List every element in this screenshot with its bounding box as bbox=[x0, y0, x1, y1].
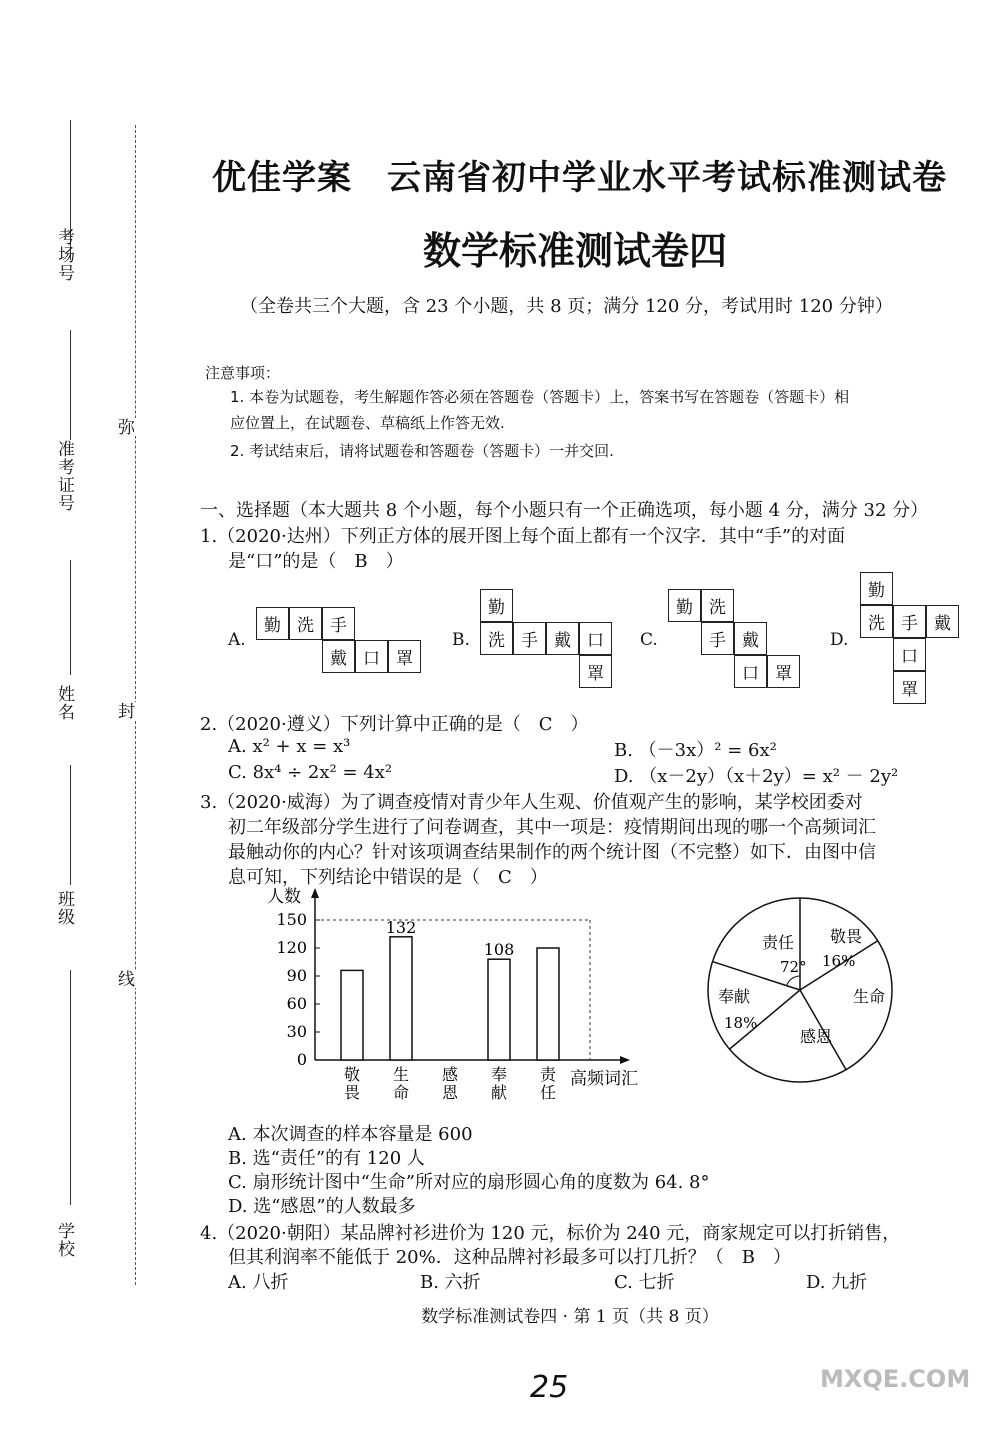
q4-option-a: A. 八折 bbox=[228, 1272, 289, 1293]
net-cell: 罩 bbox=[767, 655, 800, 688]
q4-option-c: C. 七折 bbox=[614, 1272, 675, 1293]
handwritten-page-number: 25 bbox=[530, 1370, 569, 1405]
q3-option-a: A. 本次调查的样本容量是 600 bbox=[228, 1124, 473, 1145]
q2-option-c: C. 8x⁴ ÷ 2x² = 4x² bbox=[228, 762, 393, 783]
bar bbox=[537, 948, 559, 1060]
bar bbox=[488, 959, 510, 1060]
y-tick-label: 90 bbox=[286, 966, 307, 985]
net-cell: 戴 bbox=[322, 640, 355, 673]
x-tick-label: 任 bbox=[539, 1083, 557, 1102]
net-cell: 手 bbox=[701, 622, 734, 655]
school-label: 学校 bbox=[54, 1222, 74, 1258]
net-cell: 口 bbox=[734, 655, 767, 688]
margin-line bbox=[70, 970, 71, 1205]
net-cell: 勤 bbox=[480, 589, 513, 622]
x-tick-label: 恩 bbox=[441, 1083, 459, 1102]
q3-option-c: C. 扇形统计图中“生命”所对应的扇形圆心角的度数为 64. 8° bbox=[228, 1172, 710, 1193]
bar-data-label: 132 bbox=[385, 917, 417, 937]
margin-line bbox=[70, 330, 71, 440]
net-cell: 罩 bbox=[388, 640, 421, 673]
q3-option-b: B. 选“责任”的有 120 人 bbox=[228, 1148, 425, 1169]
q2-option-d: D. （x－2y）（x＋2y）= x² － 2y² bbox=[614, 766, 899, 787]
x-tick-label: 命 bbox=[392, 1083, 410, 1102]
binding-mark-xian: 线 bbox=[112, 970, 137, 988]
q2-option-a: A. x² + x = x³ bbox=[228, 736, 351, 757]
net-cell: 手 bbox=[513, 622, 546, 655]
name-label: 姓名 bbox=[54, 685, 74, 721]
q3-stem-cont: 最触动你的内心？针对该项调查结果制作的两个统计图（不完整）如下．由图中信 bbox=[228, 842, 876, 863]
y-tick-label: 60 bbox=[286, 994, 307, 1013]
y-tick-label: 120 bbox=[276, 938, 307, 957]
x-tick-label: 敬 bbox=[343, 1065, 361, 1084]
notes-heading: 注意事项： bbox=[205, 364, 281, 382]
q4-stem: 4.（2020·朝阳）某品牌衬衫进价为 120 元，标价为 240 元，商家规定可以打折销售， bbox=[200, 1223, 901, 1244]
pie-slice-name: 责任 bbox=[762, 933, 795, 952]
series-title: 优佳学案 云南省初中学业水平考试标准测试卷 bbox=[212, 158, 947, 198]
net-cell: 手 bbox=[322, 607, 355, 640]
net-cell: 洗 bbox=[701, 589, 734, 622]
page-footer: 数学标准测试卷四 · 第 1 页（共 8 页） bbox=[421, 1307, 719, 1327]
net-cell: 手 bbox=[893, 605, 926, 638]
q4-option-d: D. 九折 bbox=[806, 1272, 868, 1293]
q3-stem-cont: 息可知，下列结论中错误的是（ C ） bbox=[228, 867, 548, 888]
net-cell: 罩 bbox=[893, 671, 926, 704]
q4-option-b: B. 六折 bbox=[420, 1272, 481, 1293]
x-tick-label: 畏 bbox=[343, 1083, 361, 1102]
pie-slice-name: 奉献 bbox=[718, 987, 751, 1006]
pie-slice-label: 72° bbox=[780, 958, 807, 976]
pie-slice-name: 敬畏 bbox=[830, 927, 863, 946]
net-cell: 戴 bbox=[926, 605, 959, 638]
x-tick-label: 奉 bbox=[490, 1065, 508, 1084]
pie-chart bbox=[700, 890, 900, 1090]
q1-stem-cont: 是“口”的是（ B ） bbox=[228, 551, 404, 572]
option-label: D. bbox=[830, 630, 849, 650]
y-tick-label: 150 bbox=[276, 910, 307, 929]
x-tick-label: 感 bbox=[441, 1065, 459, 1084]
net-cell: 罩 bbox=[579, 655, 612, 688]
pie-slice-label: 16% bbox=[822, 952, 856, 970]
net-cell: 口 bbox=[893, 638, 926, 671]
paper-subtitle: （全卷共三个大题，含 23 个小题，共 8 页；满分 120 分，考试用时 120 分钟） bbox=[240, 296, 893, 317]
note-item-1-cont: 应位置上，在试题卷、草稿纸上作答无效. bbox=[230, 414, 505, 432]
margin-line bbox=[70, 560, 71, 675]
q3-stem: 3.（2020·威海）为了调查疫情对青少年人生观、价值观产生的影响，某学校团委对 bbox=[200, 792, 863, 813]
option-label: C. bbox=[640, 630, 658, 650]
net-cell: 戴 bbox=[546, 622, 579, 655]
section-heading: 一、选择题（本大题共 8 个小题，每个小题只有一个正确选项，每小题 4 分，满分 32 分） bbox=[200, 500, 929, 521]
option-label: B. bbox=[452, 630, 470, 650]
bar-data-label: 108 bbox=[483, 940, 515, 960]
note-item-2: 2. 考试结束后，请将试题卷和答题卷（答题卡）一并交回. bbox=[230, 442, 614, 460]
y-axis-title: 人数 bbox=[267, 887, 301, 907]
net-cell: 洗 bbox=[480, 622, 513, 655]
pie-slice-label: 18% bbox=[724, 1014, 758, 1032]
net-cell: 勤 bbox=[860, 572, 893, 605]
q3-stem-cont: 初二年级部分学生进行了问卷调查，其中一项是：疫情期间出现的哪一个高频词汇 bbox=[228, 817, 876, 838]
q4-stem-cont: 但其利润率不能低于 20%．这种品牌衬衫最多可以打几折？（ B ） bbox=[228, 1247, 791, 1268]
net-cell: 口 bbox=[355, 640, 388, 673]
watermark: MXQE.COM bbox=[820, 1365, 971, 1393]
x-tick-label: 生 bbox=[392, 1065, 410, 1084]
exam-room-label: 考场号 bbox=[54, 228, 74, 282]
paper-title: 数学标准测试卷四 bbox=[422, 228, 727, 273]
x-tick-label: 献 bbox=[490, 1083, 508, 1102]
net-cell: 戴 bbox=[734, 622, 767, 655]
y-tick-label: 30 bbox=[286, 1022, 307, 1041]
x-axis-arrow bbox=[620, 1056, 630, 1064]
margin-line bbox=[70, 765, 71, 885]
net-cell: 勤 bbox=[668, 589, 701, 622]
x-tick-label: 责 bbox=[539, 1065, 557, 1084]
q2-option-b: B. （－3x）² = 6x² bbox=[614, 740, 777, 761]
q3-option-d: D. 选“感恩”的人数最多 bbox=[228, 1196, 416, 1217]
bar bbox=[390, 937, 412, 1060]
q1-stem: 1.（2020·达州）下列正方体的展开图上每个面上都有一个汉字．其中“手”的对面 bbox=[200, 526, 846, 547]
y-axis-arrow bbox=[311, 888, 319, 898]
pie-slice-name: 生命 bbox=[853, 987, 886, 1006]
y-tick-label: 0 bbox=[296, 1050, 307, 1069]
note-item-1: 1. 本卷为试题卷，考生解题作答必须在答题卷（答题卡）上，答案书写在答题卷（答题卡）相 bbox=[230, 388, 850, 406]
net-cell: 勤 bbox=[256, 607, 289, 640]
option-label: A. bbox=[228, 630, 246, 650]
bar-chart bbox=[250, 880, 670, 1110]
class-label: 班级 bbox=[54, 890, 74, 926]
ticket-number-label: 准考证号 bbox=[54, 440, 74, 512]
bar bbox=[341, 970, 363, 1060]
net-cell: 洗 bbox=[860, 605, 893, 638]
binding-mark-mi: 弥 bbox=[112, 418, 137, 436]
binding-mark-feng: 封 bbox=[112, 702, 137, 720]
net-cell: 口 bbox=[579, 622, 612, 655]
q2-stem: 2.（2020·遵义）下列计算中正确的是（ C ） bbox=[200, 714, 589, 735]
pie-slice-name: 感恩 bbox=[800, 1027, 833, 1046]
x-axis-title: 高频词汇 bbox=[570, 1069, 638, 1089]
net-cell: 洗 bbox=[289, 607, 322, 640]
